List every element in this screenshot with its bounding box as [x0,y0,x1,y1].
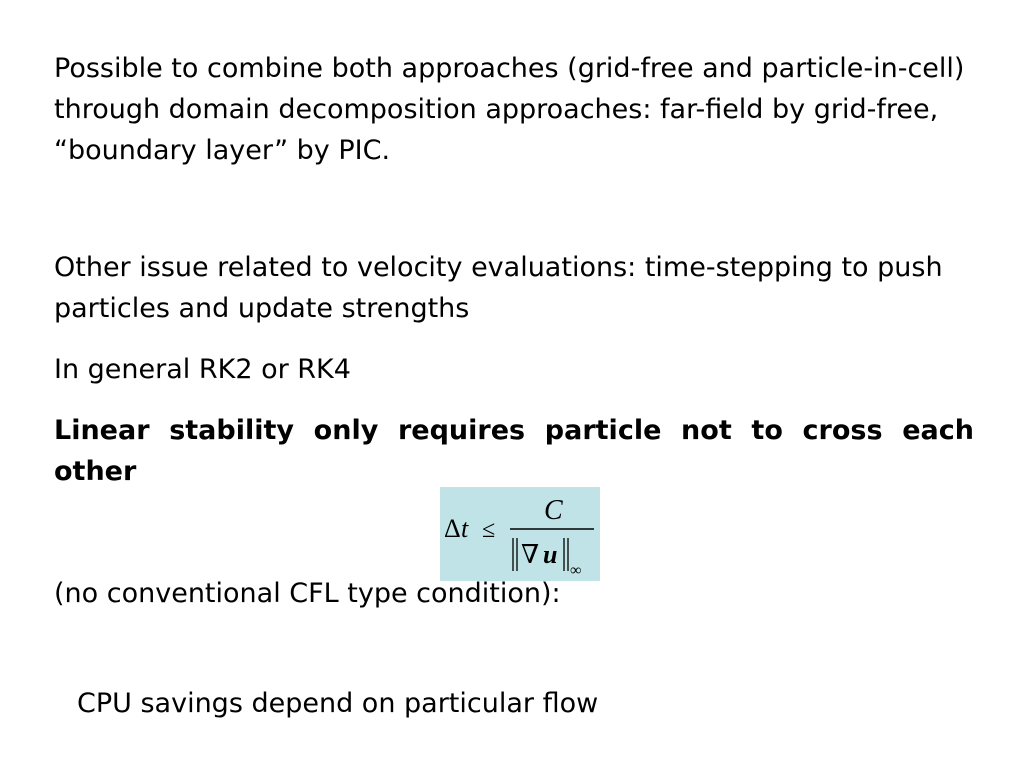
paragraph-rk-methods: In general RK2 or RK4 [54,354,351,385]
paragraph-domain-decomposition: Possible to combine both approaches (grid-free and particle-in-cell) through domain decomposition approaches: far-field by grid-free, “boundary layer” by PIC. [54,53,965,166]
formula-infinity: ∞ [570,562,582,579]
stability-formula-graphic [440,487,600,581]
formula-nabla: ∇ [521,540,540,569]
paragraph-no-cfl: (no conventional CFL type condition): [54,578,561,609]
formula-leq: ≤ [482,517,496,543]
paragraph-cpu-savings: CPU savings depend on particular flow [77,688,599,719]
formula-delta: Δ [444,514,461,543]
paragraph-time-stepping: Other issue related to velocity evaluations: time-stepping to push particles and update strengths [54,252,943,324]
formula-t: t [461,514,469,543]
formula-u: u [543,540,558,569]
formula-numerator: C [544,495,563,526]
stability-formula [440,487,600,581]
paragraph-linear-stability: Linear stability only requires particle not to cross each other [54,415,974,487]
